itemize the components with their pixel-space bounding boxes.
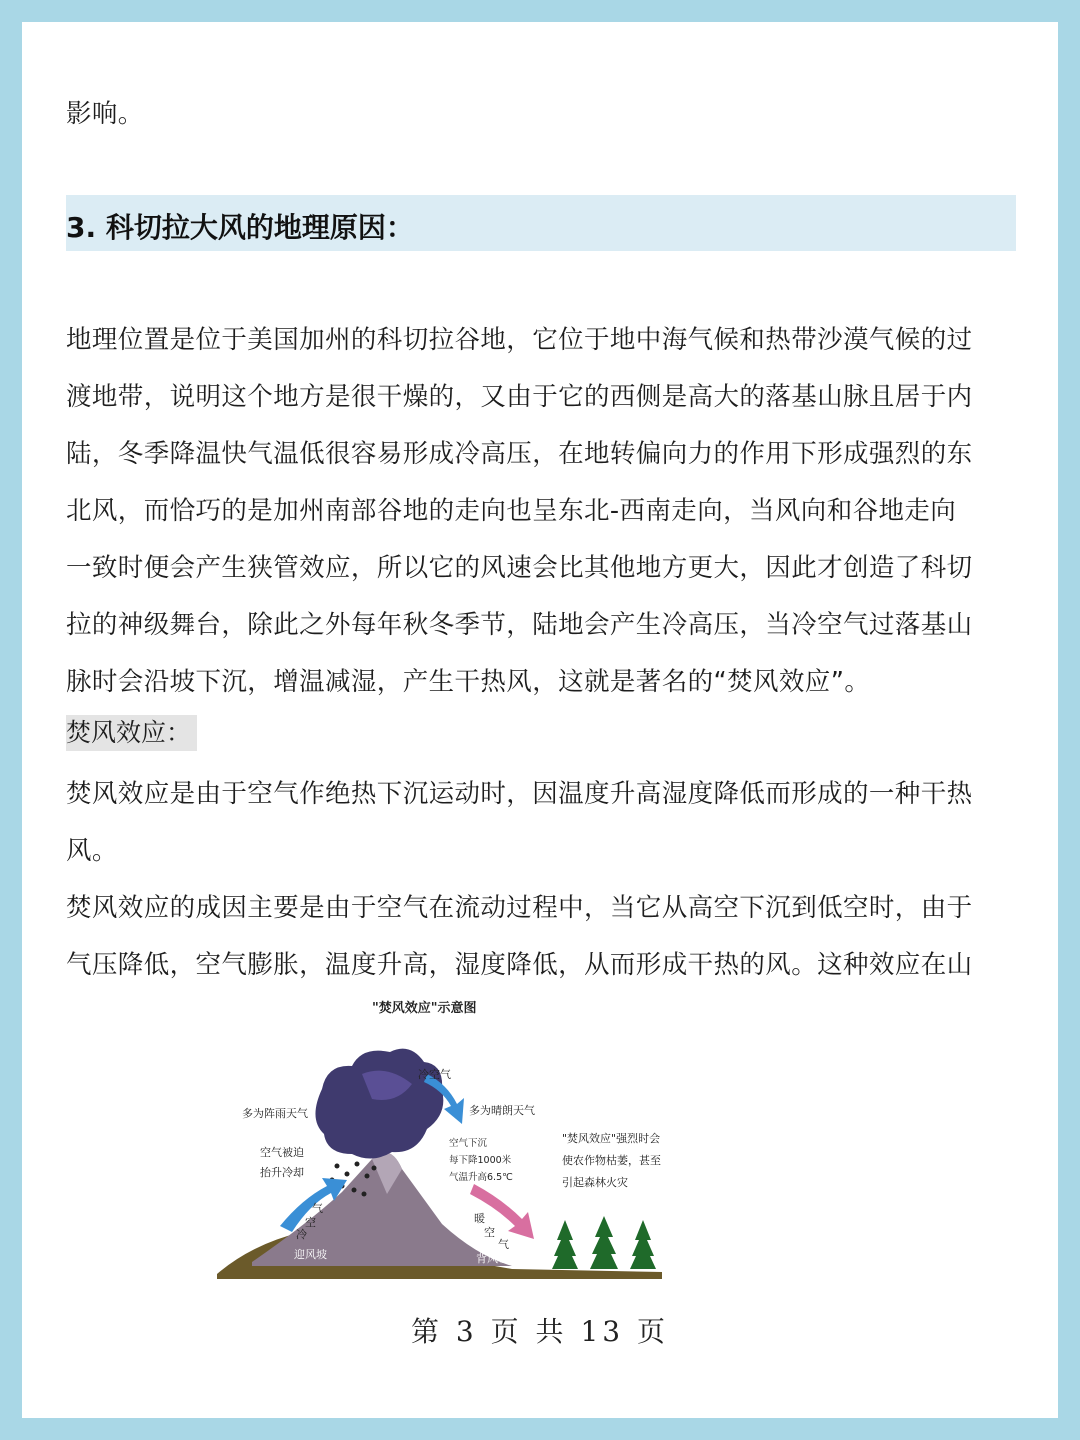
label-cold-air-left-2: 空 xyxy=(305,1216,316,1229)
footer-prefix: 第 xyxy=(410,1315,443,1348)
top-fragment: 影响。 xyxy=(66,99,144,129)
label-sink-1: 空气下沉 xyxy=(449,1138,488,1149)
label-sunny-weather: 多为晴朗天气 xyxy=(469,1104,535,1117)
paragraph-line: 焚风效应是由于空气作绝热下沉运动时，因温度升高湿度降低而形成的一种干热 xyxy=(66,779,973,809)
footer-mid: 页 共 xyxy=(490,1315,568,1348)
label-sink-3: 气温升高6.5℃ xyxy=(449,1172,513,1183)
footer-current-page: 3 xyxy=(455,1315,478,1348)
label-warm-air-3: 气 xyxy=(498,1238,509,1251)
paragraph-line: 渡地带，说明这个地方是很干燥的，又由于它的西侧是高大的落基山脉且居于内 xyxy=(66,382,973,412)
label-windward: 迎风坡 xyxy=(294,1248,327,1261)
footer-total-pages: 13 xyxy=(580,1315,625,1348)
label-forced-lift-2: 抬升冷却 xyxy=(260,1166,304,1179)
paragraph-line: 焚风效应的成因主要是由于空气在流动过程中，当它从高空下沉到低空时，由于 xyxy=(66,893,973,923)
cloud xyxy=(315,1049,443,1159)
paragraph-line: 陆，冬季降温快气温低很容易形成冷高压，在地转偏向力的作用下形成强烈的东 xyxy=(66,439,973,469)
subheading-foehn: 焚风效应： xyxy=(66,715,197,751)
label-warm-air-2: 空 xyxy=(484,1226,495,1239)
footer-suffix: 页 xyxy=(637,1315,670,1348)
label-leeward: 背风坡 xyxy=(476,1252,509,1265)
label-sink-2: 每下降1000米 xyxy=(449,1155,512,1166)
paragraph-line: 脉时会沿坡下沉，增温减湿，产生干热风，这就是著名的“焚风效应”。 xyxy=(66,667,871,697)
label-cold-air-left-1: 气 xyxy=(312,1202,323,1215)
document-page xyxy=(22,22,1058,1418)
page-footer xyxy=(22,1310,1058,1350)
paragraph-line: 北风，而恰巧的是加州南部谷地的走向也呈东北-西南走向，当风向和谷地走向 xyxy=(66,496,957,526)
label-effect-2: 使农作物枯萎，甚至 xyxy=(562,1154,661,1167)
label-effect-3: 引起森林火灾 xyxy=(562,1176,628,1189)
label-forced-lift-1: 空气被迫 xyxy=(260,1146,304,1159)
diagram-title: "焚风效应"示意图 xyxy=(372,1001,477,1016)
paragraph-line: 地理位置是位于美国加州的科切拉谷地，它位于地中海气候和热带沙漠气候的过 xyxy=(66,325,973,355)
label-cold-air-top: 冷空气 xyxy=(418,1068,451,1081)
section-heading: 3. 科切拉大风的地理原因： xyxy=(66,211,414,244)
paragraph-line: 风。 xyxy=(66,836,118,866)
label-rainy-weather: 多为阵雨天气 xyxy=(242,1107,308,1120)
label-warm-air-1: 暖 xyxy=(474,1212,485,1225)
trees xyxy=(552,1216,656,1269)
label-cold-air-left-3: 冷 xyxy=(296,1228,307,1241)
foehn-effect-diagram xyxy=(212,994,672,1289)
label-effect-1: "焚风效应"强烈时会 xyxy=(562,1132,661,1145)
paragraph-line: 拉的神级舞台，除此之外每年秋冬季节，陆地会产生冷高压，当冷空气过落基山 xyxy=(66,610,973,640)
paragraph-line: 气压降低，空气膨胀，温度升高，湿度降低，从而形成干热的风。这种效应在山 xyxy=(66,950,973,980)
paragraph-line: 一致时便会产生狭管效应，所以它的风速会比其他地方更大，因此才创造了科切 xyxy=(66,553,973,583)
